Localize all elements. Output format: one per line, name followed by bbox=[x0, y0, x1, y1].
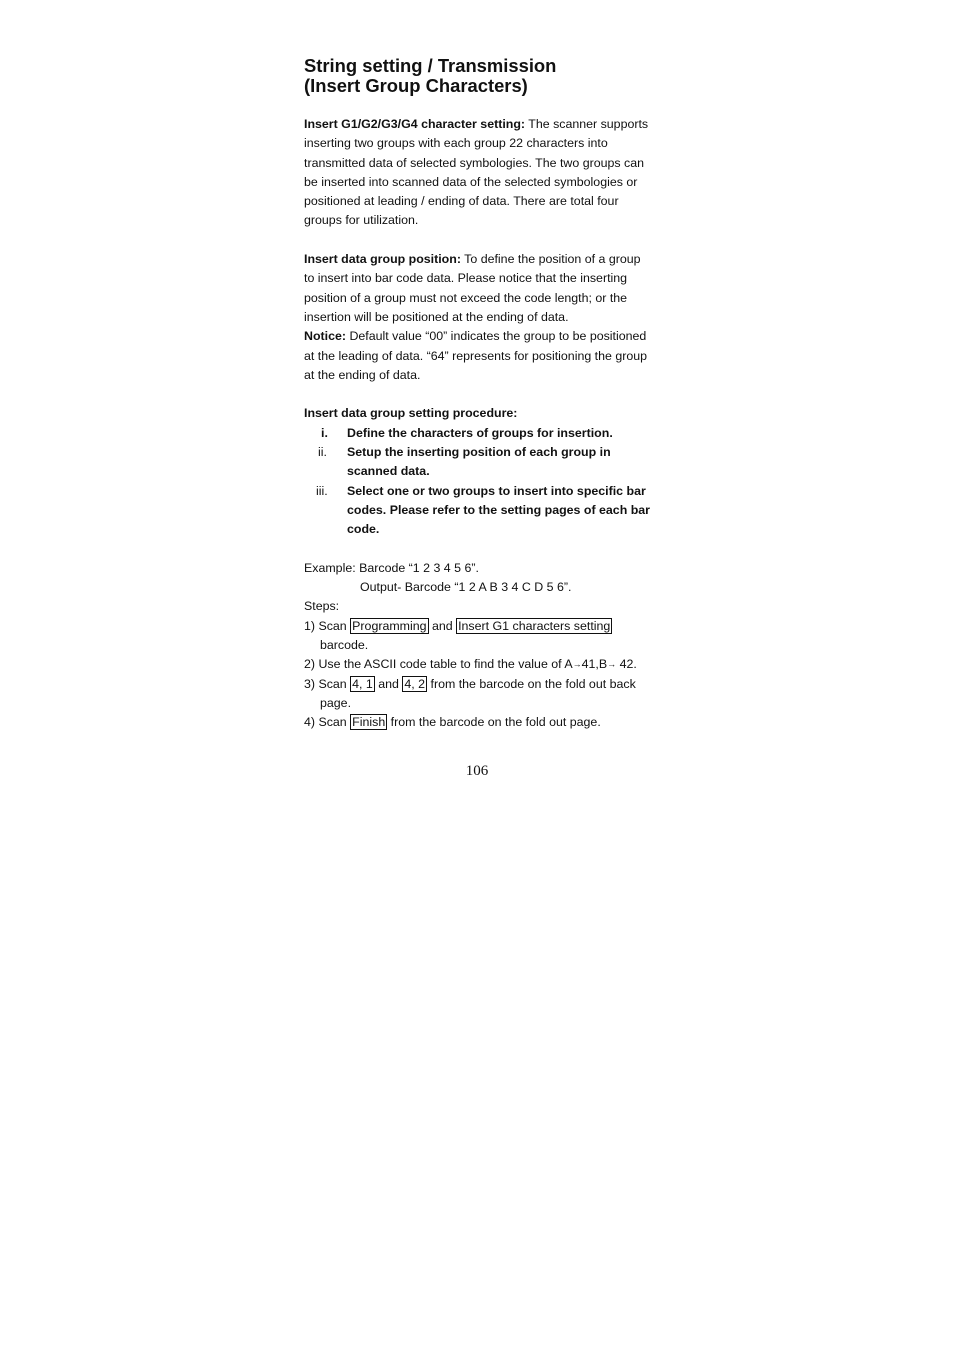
step-1 bbox=[304, 617, 654, 636]
step-3-continuation: page. bbox=[320, 695, 352, 710]
step-3-suffix: from the barcode on the fold out back bbox=[427, 676, 636, 691]
programming-barcode-ref: Programming bbox=[352, 618, 427, 633]
step-3-middle: and bbox=[374, 676, 403, 691]
step-4-suffix: from the barcode on the fold out page. bbox=[387, 715, 601, 730]
page-title-line1: String setting / Transmission bbox=[304, 55, 557, 76]
procedure-item-text: Setup the inserting position of each group in scanned data. bbox=[347, 445, 611, 479]
procedure-item-text: Define the characters of groups for insertion. bbox=[347, 425, 613, 440]
step-2 bbox=[304, 655, 654, 674]
procedure-item bbox=[304, 424, 654, 443]
procedure-item bbox=[304, 482, 654, 540]
position-paragraph bbox=[304, 250, 654, 327]
arrow-right-icon: → bbox=[572, 659, 582, 670]
barcode-4-1-ref: 4, 1 bbox=[352, 676, 373, 691]
position-text: To define the position of a group to insert into bar code data. Please notice that the inserting position of a group must not exceed the code length; or the insertion will be positioned at the ending of data. bbox=[304, 252, 641, 324]
step-2-text-a: 2) Use the ASCII code table to find the value of A bbox=[304, 657, 573, 672]
g-setting-paragraph bbox=[304, 115, 654, 231]
page-content bbox=[304, 56, 654, 733]
notice-label: Notice: bbox=[304, 329, 346, 344]
procedure-item bbox=[304, 443, 654, 482]
page-title-line2: (Insert Group Characters) bbox=[304, 75, 528, 96]
step-3-prefix: 3) Scan bbox=[304, 676, 351, 691]
step-2-text-c: 42. bbox=[616, 657, 637, 672]
procedure-item-number: ii. bbox=[318, 445, 327, 460]
barcode-4-2-ref: 4, 2 bbox=[404, 676, 426, 691]
step-1-prefix: 1) Scan bbox=[304, 618, 351, 633]
insert-g1-barcode-ref: Insert G1 characters setting bbox=[458, 618, 611, 633]
position-heading: Insert data group position: bbox=[304, 252, 461, 267]
notice-text: Default value “00” indicates the group to be positioned at the leading of data. “64” represents for positioning the group at the ending of data. bbox=[304, 329, 648, 382]
finish-barcode-ref: Finish bbox=[352, 715, 386, 730]
procedure-item-text: Select one or two groups to insert into specific bar codes. Please refer to the setting pages of each bar code. bbox=[347, 483, 650, 537]
step-4 bbox=[304, 713, 654, 732]
step-3 bbox=[304, 675, 654, 694]
arrow-right-icon: → bbox=[607, 659, 617, 670]
step-1-continuation: barcode. bbox=[320, 638, 369, 653]
example-barcode-line: Example: Barcode “1 2 3 4 5 6”. bbox=[304, 560, 479, 575]
step-1-middle: and bbox=[428, 618, 457, 633]
notice-paragraph bbox=[304, 327, 654, 385]
steps-label: Steps: bbox=[304, 599, 340, 614]
procedure-heading: Insert data group setting procedure: bbox=[304, 406, 518, 421]
procedure-item-number: i. bbox=[321, 425, 328, 440]
procedure-list bbox=[304, 424, 654, 540]
example-output-line: Output- Barcode “1 2 A B 3 4 C D 5 6”. bbox=[360, 580, 572, 595]
step-2-text-b: 41,B bbox=[581, 657, 608, 672]
page-title bbox=[304, 56, 654, 96]
step-4-prefix: 4) Scan bbox=[304, 715, 351, 730]
page-number: 106 bbox=[465, 763, 489, 779]
g-setting-text: The scanner supports inserting two groups with each group 22 characters into transmitted data of selected symbologies. The two groups can be inserted into scanned data of the selected symbologies or positioned at leading / ending of data. There are total four groups for utilization. bbox=[304, 117, 649, 228]
g-setting-heading: Insert G1/G2/G3/G4 character setting: bbox=[304, 117, 526, 131]
procedure-item-number: iii. bbox=[316, 483, 328, 498]
